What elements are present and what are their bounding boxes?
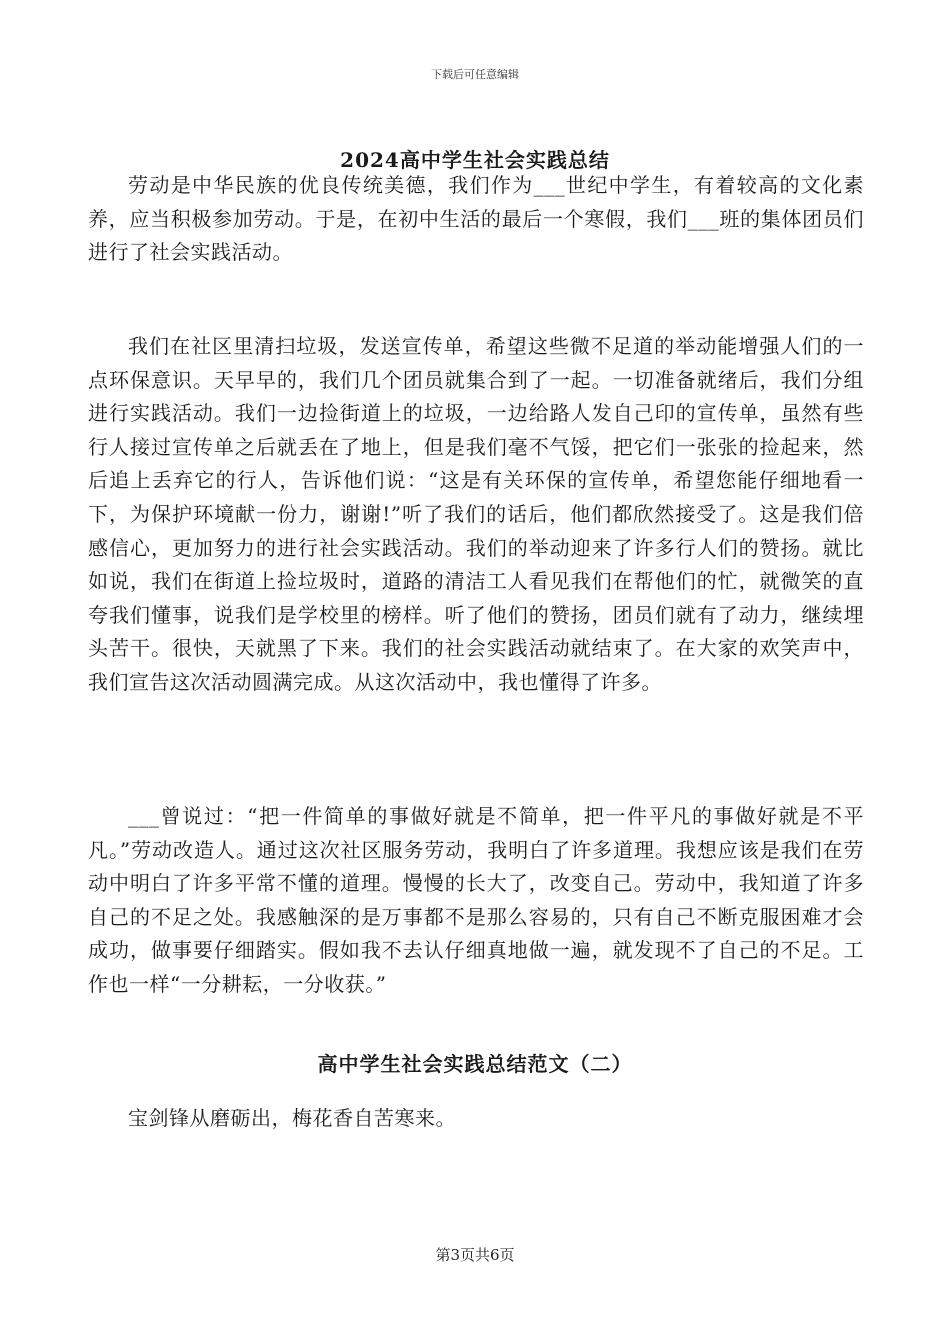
page-number: 第3页共6页 bbox=[435, 1246, 515, 1264]
document-title: 2024高中学生社会实践总结 bbox=[340, 148, 610, 172]
paragraph-2: 我们在社区里清扫垃圾，发送宣传单，希望这些微不足道的举动能增强人们的一点环保意识。天早早的，我们几个团员就集合到了一起。一切准备就绪后，我们分组进行实践活动。我们一边捡街道上的垃圾，一边给路人发自己印的宣传单，虽然有些行人接过宣传单之后就丢在了地上，但是我们毫不气馁，把它们一张张的捡起来，然后追上丢弃它的行人，告诉他们说：“这是有关环保的宣传单，希望您能仔细地看一下，为保护环境献一份力，谢谢!”听了我们的话后，他们都欣然接受了。这是我们倍感信心，更加努力的进行社会实践活动。我们的举动迎来了许多行人们的赞扬。就比如说，我们在街道上捡垃圾时，道路的清洁工人看见我们在帮他们的忙，就微笑的直夸我们懂事，说我们是学校里的榜样。听了他们的赞扬，团员们就有了动力，继续埋头苦干。很快，天就黑了下来。我们的社会实践活动就结束了。在大家的欢笑声中，我们宣告这次活动圆满完成。从这次活动中，我也懂得了许多。 bbox=[88, 334, 864, 694]
header-note: 下载后可任意编辑 bbox=[431, 68, 519, 81]
paragraph-3: ___曾说过：“把一件简单的事做好就是不简单，把一件平凡的事做好就是不平凡。”劳动改造人。通过这次社区服务劳动，我明白了许多道理。我想应该是我们在劳动中明白了许多平常不懂的道理。慢慢的长大了，改变自己。劳动中，我知道了许多自己的不足之处。我感触深的是万事都不是那么容易的，只有自己不断克服困难才会成功，做事要仔细踏实。假如我不去认仔细真地做一遍，就发现不了自己的不足。工作也一样“一分耕耘，一分收获。” bbox=[88, 804, 864, 996]
paragraph-1: 劳动是中华民族的优良传统美德，我们作为___世纪中学生，有着较高的文化素养，应当积极参加劳动。于是，在初中生活的最后一个寒假，我们___班的集体团员们进行了社会实践活动。 bbox=[88, 173, 864, 265]
section-2-paragraph: 宝剑锋从磨砺出，梅花香自苦寒来。 bbox=[128, 1106, 456, 1130]
section-2-title: 高中学生社会实践总结范文（二） bbox=[317, 1052, 633, 1076]
